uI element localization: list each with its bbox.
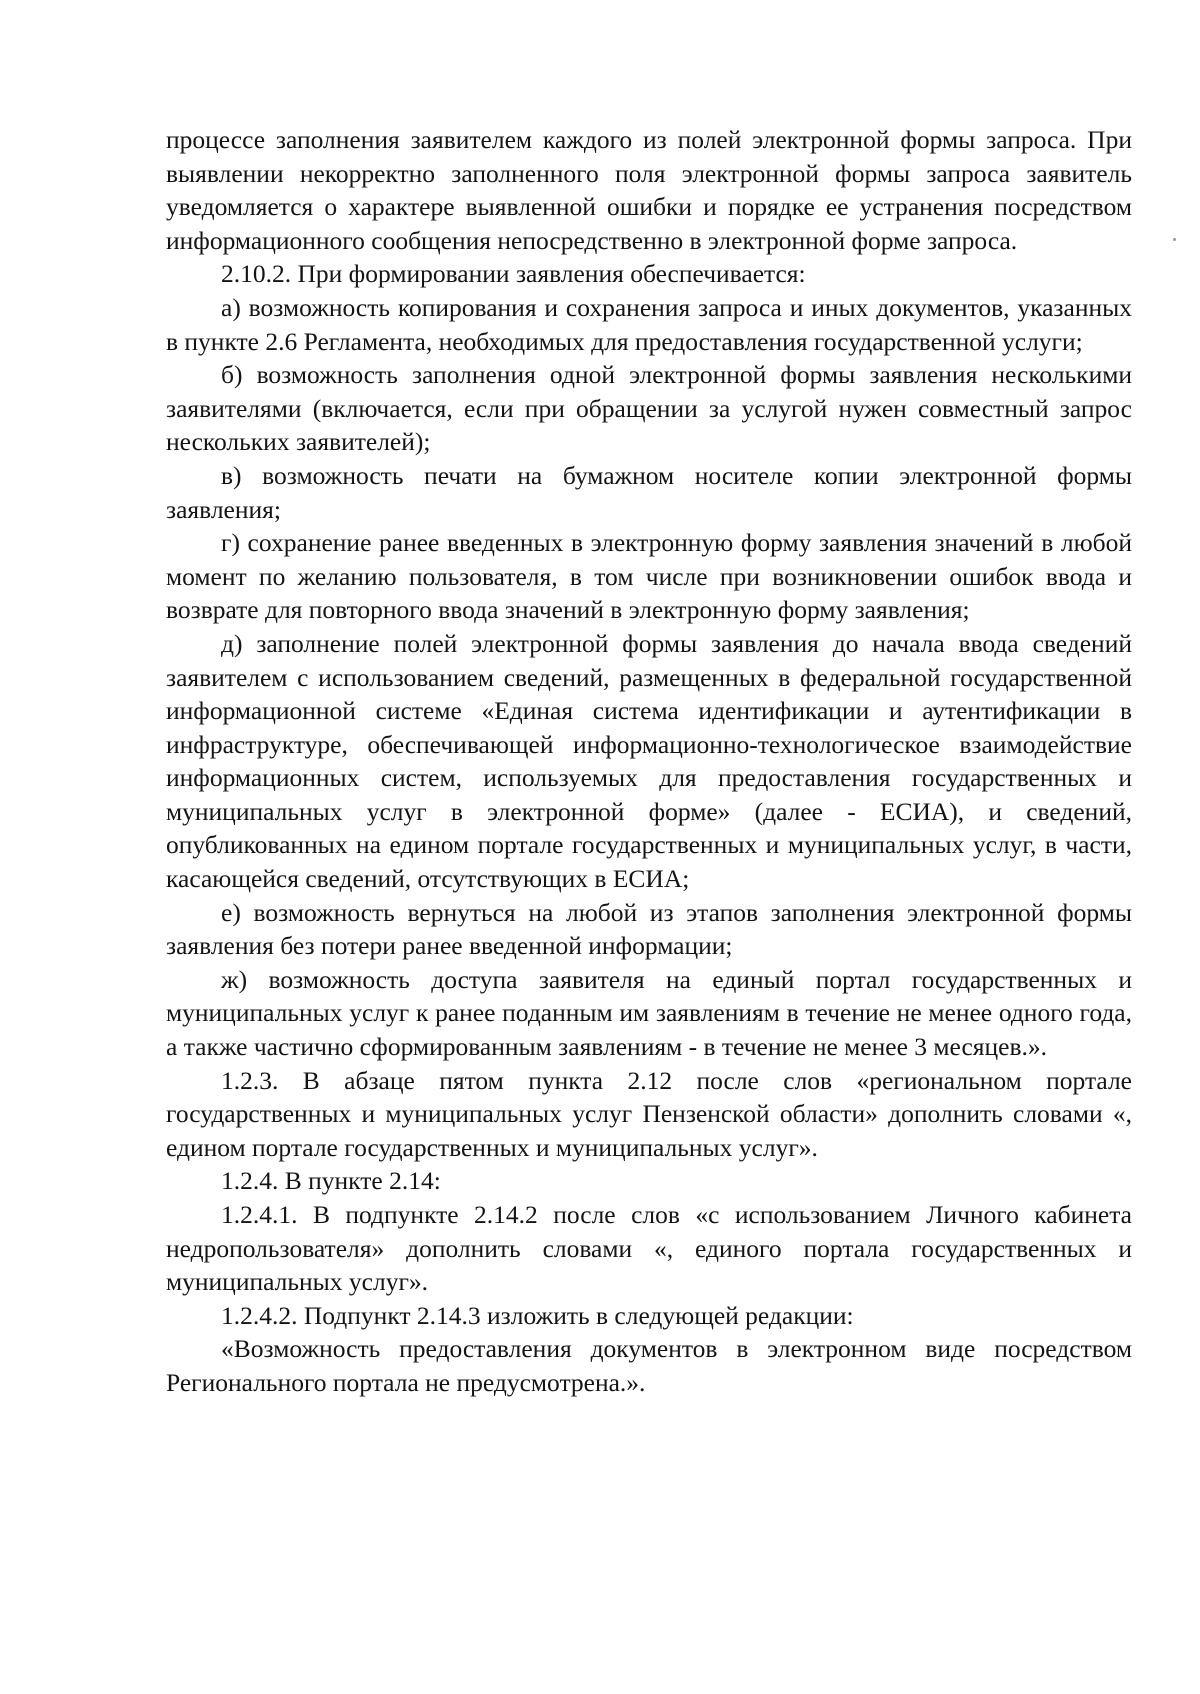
paragraph-1-2-4: 1.2.4. В пункте 2.14: (221, 1166, 441, 1196)
scan-speck (1173, 238, 1176, 241)
paragraph-item-d: д) заполнение полей электронной формы заявления до начала ввода сведений заявителем с использованием сведений, размещенных в федеральной государственной информационной системе «Единая система идентификации и аутентификации в инфраструктуре, обеспечивающей информационно-технологическое взаимодействие информационных систем, используемых для предоставления государственных и муниципальных услуг в электронной форме» (далее - ЕСИА), и сведений, опубликованных на едином портале государственных и муниципальных услуг, в части, касающейся сведений, отсутствующих в ЕСИА; (166, 628, 1132, 894)
paragraph-2-10-2: 2.10.2. При формировании заявления обеспечивается: (221, 259, 806, 289)
paragraph-item-b: б) возможность заполнения одной электронной формы заявления несколькими заявителями (включается, если при обращении за услугой нужен совместный запрос нескольких заявителей); (166, 360, 1132, 457)
paragraph-item-a: а) возможность копирования и сохранения запроса и иных документов, указанных в пункте 2.6 Регламента, необходимых для предоставления государственной услуги; (166, 292, 1132, 356)
paragraph-1-2-4-1: 1.2.4.1. В подпункте 2.14.2 после слов «с использованием Личного кабинета недропользователя» дополнить словами «, единого портала государственных и муниципальных услуг». (166, 1200, 1132, 1297)
paragraph-item-e: е) возможность вернуться на любой из этапов заполнения электронной формы заявления без потери ранее введенной информации; (166, 897, 1132, 961)
paragraph-1-2-4-2: 1.2.4.2. Подпункт 2.14.3 изложить в следующей редакции: (221, 1300, 854, 1330)
paragraph-1-2-3: 1.2.3. В абзаце пятом пункта 2.12 после слов «региональном портале государственных и муниципальных услуг Пензенской области» дополнить словами «, едином портале государственных и муниципальных услуг». (166, 1065, 1132, 1162)
paragraph-continuation: процессе заполнения заявителем каждого из полей электронной формы запроса. При выявлении некорректно заполненного поля электронной формы запроса заявитель уведомляется о характере выявленной ошибки и порядке ее устранения посредством информационного сообщения непосредственно в электронной форме запроса. (166, 125, 1132, 255)
paragraph-item-v: в) возможность печати на бумажном носителе копии электронной формы заявления; (166, 460, 1132, 524)
document-body (166, 123, 1132, 1400)
paragraph-quote: «Возможность предоставления документов в электронном виде посредством Регионального портала не предусмотрена.». (166, 1334, 1132, 1397)
paragraph-item-zh: ж) возможность доступа заявителя на единый портал государственных и муниципальных услуг к ранее поданным им заявлениям в течение не менее одного года, а также частично сформированным заявлениям - в течение не менее 3 месяцев.». (166, 964, 1132, 1062)
paragraph-item-g: г) сохранение ранее введенных в электронную форму заявления значений в любой момент по желанию пользователя, в том числе при возникновении ошибок ввода и возврате для повторного ввода значений в электронную форму заявления; (166, 528, 1132, 625)
